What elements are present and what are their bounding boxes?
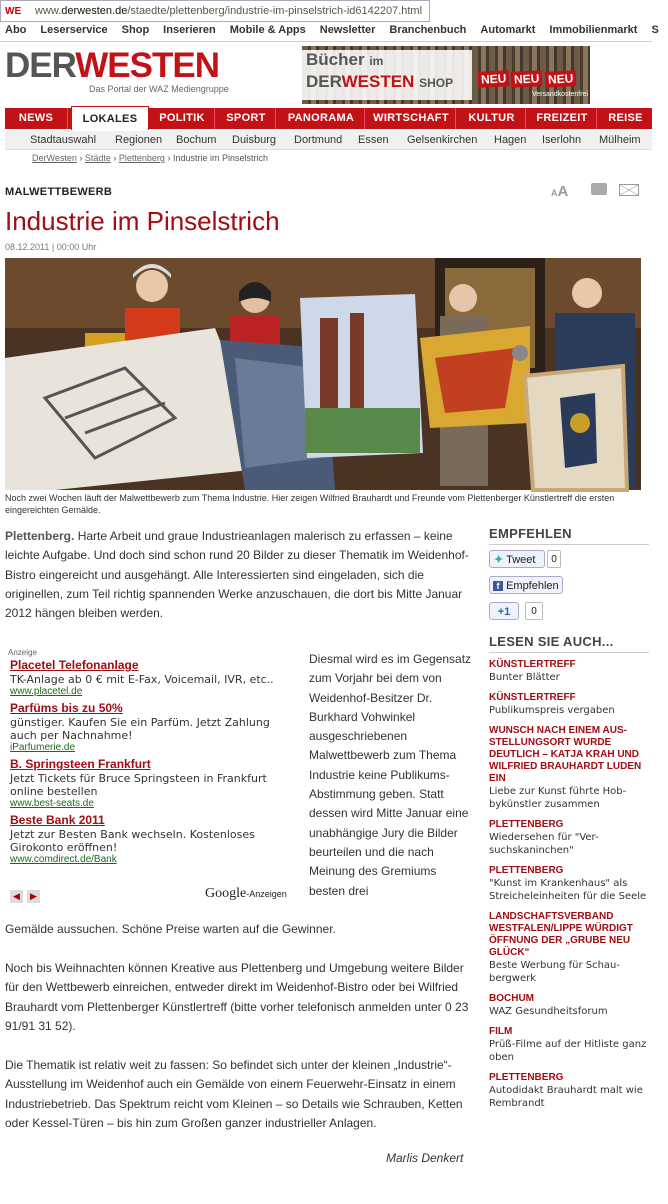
address-bar[interactable] xyxy=(0,0,430,22)
article-tools xyxy=(551,181,647,199)
twitter-bird-icon: ✦ xyxy=(494,554,504,566)
city-stadtauswahl[interactable]: Stadtauswahl xyxy=(30,134,97,146)
related-list xyxy=(489,659,649,1110)
recommend-section xyxy=(489,526,649,545)
facebook-share xyxy=(489,576,563,594)
related-kicker[interactable]: PLETTENBERG xyxy=(489,1072,564,1083)
lead-text: Harte Arbeit und graue Industrieanlagen malerisch zu erfassen – keine leichte Aufgabe. Und doch sind schon rund 20 Bilder zu dieser Thematik im Weidenhof-Bistro eingereicht und ausgehängt. Alle Interessierten sind eingeladen, sich die originellen, zum Teil richtig spannenden Werke anzuschauen, die dort bis Mitte Januar 2012 hängen bleiben werden. xyxy=(5,529,469,621)
ad-prev-icon[interactable]: ◀ xyxy=(10,890,23,903)
ad-headline[interactable]: B. Springsteen Frankfurt xyxy=(10,757,151,771)
service-link-immobilienmarkt[interactable]: Immobilienmarkt xyxy=(549,24,638,36)
plus-one-button[interactable]: +1 xyxy=(489,602,519,620)
related-kicker[interactable]: LANDSCHAFTSVERBAND WESTFALEN/LIPPE WÜRDIGT ÖFFNUNG DER „GRUBE NEU GLÜCK“ xyxy=(489,911,633,958)
site-logo[interactable] xyxy=(5,48,229,94)
service-link-branchenbuch[interactable]: Branchenbuch xyxy=(389,24,467,36)
article-title: Industrie im Pinselstrich xyxy=(5,206,280,236)
city-duisburg[interactable]: Duisburg xyxy=(232,134,277,146)
service-link-newsletter[interactable]: Newsletter xyxy=(319,24,376,36)
ad-link[interactable]: www.comdirect.de/Bank xyxy=(10,854,117,865)
service-link-automarkt[interactable]: Automarkt xyxy=(480,24,536,36)
article-column-text: Diesmal wird es im Gegensatz zum Vorjahr bei dem von Weidenhof-Besitzer Dr. Burkhard Vohwinkel ausgeschriebenen Malwettbewerb zum Thema Industrie keine Publikums-Abstimmung geben. Statt dessen wird Mitte Januar eine unabhängige Jury die Bilder beurteilen und die nach Meinung des Gremiums besten drei xyxy=(309,652,472,898)
site-favicon-icon: WE xyxy=(5,5,27,18)
breadcrumb-plettenberg[interactable]: Plettenberg xyxy=(118,153,165,163)
article-date: 08.12.2011 | 00:00 Uhr xyxy=(5,242,97,252)
ad-body: Jetzt Tickets für Bruce Springsteen in Frankfurt online bestellen xyxy=(10,772,267,798)
related-item[interactable] xyxy=(489,993,649,1018)
related-kicker[interactable]: PLETTENBERG xyxy=(489,819,564,830)
related-headline[interactable]: Prüß-Filme auf der Hitliste ganz oben xyxy=(489,1039,647,1063)
bookshop-banner[interactable] xyxy=(302,46,590,104)
tweet-label: Tweet xyxy=(506,554,536,566)
related-item[interactable] xyxy=(489,725,649,811)
city-regionen[interactable]: Regionen xyxy=(115,134,163,146)
related-item[interactable] xyxy=(489,911,649,985)
article-paragraph-1-end: Gemälde aussuchen. Schöne Preise warten auf die Gewinner. xyxy=(5,922,336,936)
gplus-share xyxy=(489,602,543,620)
google-ads-logo[interactable] xyxy=(205,886,287,902)
tweet-button[interactable] xyxy=(489,550,545,568)
ad-headline[interactable]: Beste Bank 2011 xyxy=(10,813,105,827)
nav-sport[interactable]: SPORT xyxy=(217,108,276,129)
related-kicker[interactable]: KÜNSTLERTREFF xyxy=(489,659,576,670)
dateline: Plettenberg. xyxy=(5,529,75,543)
banner-line1-small: im xyxy=(369,54,384,68)
google-ads-box xyxy=(5,648,299,900)
service-link-mobile[interactable]: Mobile & Apps xyxy=(229,24,306,36)
article-photo[interactable] xyxy=(5,258,641,490)
related-headline[interactable]: Bunter Blätter xyxy=(489,672,560,683)
banner-line1: Bücher xyxy=(306,50,365,69)
related-kicker[interactable]: FILM xyxy=(489,1026,513,1037)
related-item[interactable] xyxy=(489,1072,649,1110)
header-divider xyxy=(0,41,652,42)
article-kicker: MALWETTBEWERB xyxy=(5,186,113,198)
twitter-share xyxy=(489,550,561,568)
logo-der: DER xyxy=(5,46,76,85)
photo-caption: Noch zwei Wochen läuft der Malwettbewerb zum Thema Industrie. Hier zeigen Wilfried Brauhardt und Freunde vom Plettenberger Künstlertreff die ersten eingereichten Gemälde. xyxy=(5,493,615,515)
city-iserlohn[interactable]: Iserlohn xyxy=(542,134,582,146)
banner-westen: WESTEN xyxy=(341,72,415,91)
breadcrumb: DerWesten › Städte › Plettenberg › Industrie im Pinselstrich xyxy=(32,153,268,163)
related-kicker[interactable]: WUNSCH NACH EINEM AUS-STELLUNGSORT WURDE DEUTLICH – KATJA KRAH UND WILFRIED BRAUHARDT LUDEN EIN xyxy=(489,725,642,784)
related-item[interactable] xyxy=(489,865,649,903)
service-link-overflow[interactable]: S xyxy=(651,24,659,36)
service-link-leserservice[interactable]: Leserservice xyxy=(40,24,108,36)
breadcrumb-staedte[interactable]: Städte xyxy=(84,153,111,163)
ad-pager xyxy=(10,886,44,904)
banner-text-panel xyxy=(302,50,472,100)
nav-lokales[interactable]: LOKALES xyxy=(71,106,149,130)
city-hagen[interactable]: Hagen xyxy=(494,134,527,146)
nav-reise[interactable]: REISE xyxy=(608,112,643,124)
nav-news[interactable]: NEWS xyxy=(5,108,68,129)
article-paragraph-2: Noch bis Weihnachten können Kreative aus Plettenberg und Umgebung weitere Bilder für den Wettbewerb einreichen, entweder direkt im Weidenhof-Bistro oder bei Wilfried Brauhardt vom Plettenberger Künstlertreff (bitte vorher telefonisch anmelden unter 0 23 91/91 31 52). xyxy=(5,961,469,1033)
new-tag: NEU xyxy=(478,70,510,88)
logo-tagline: Das Portal der WAZ Mediengruppe xyxy=(89,84,229,94)
city-gelsenkirchen[interactable]: Gelsenkirchen xyxy=(407,134,478,146)
banner-der: DER xyxy=(306,72,342,91)
nav-kultur[interactable]: KULTUR xyxy=(458,108,526,129)
related-kicker[interactable]: BOCHUM xyxy=(489,993,534,1004)
nav-politik[interactable]: POLITIK xyxy=(150,108,215,129)
facebook-like-button[interactable] xyxy=(489,576,563,594)
plus-one-count: 0 xyxy=(525,602,543,620)
city-bochum[interactable]: Bochum xyxy=(176,134,217,146)
ad-next-icon[interactable]: ▶ xyxy=(27,890,40,903)
city-dortmund[interactable]: Dortmund xyxy=(294,134,343,146)
ad-item[interactable] xyxy=(10,756,299,810)
related-item[interactable] xyxy=(489,692,649,717)
ad-body: TK-Anlage ab 0 € mit E-Fax, Voicemail, IVR, etc.. xyxy=(10,673,274,686)
service-link-inserieren[interactable]: Inserieren xyxy=(163,24,216,36)
new-tag: NEU xyxy=(544,70,576,88)
recommend-title: EMPFEHLEN xyxy=(489,526,649,545)
article-author: Marlis Denkert xyxy=(386,1151,464,1165)
city-nav xyxy=(5,131,652,150)
ad-item[interactable] xyxy=(10,812,299,866)
ad-headline[interactable]: Parfüms bis zu 50% xyxy=(10,701,123,715)
related-kicker[interactable]: KÜNSTLERTREFF xyxy=(489,692,576,703)
nav-panorama[interactable]: PANORAMA xyxy=(278,108,365,129)
related-headline[interactable]: Wiedersehen für "Ver-suchskaninchen" xyxy=(489,832,599,856)
google-ads-suffix: -Anzeigen xyxy=(246,889,287,899)
logo-westen: WESTEN xyxy=(75,46,219,85)
banner-new-tags xyxy=(478,70,578,88)
city-essen[interactable]: Essen xyxy=(358,134,389,146)
article-paragraph-3: Die Thematik ist relativ weit zu fassen: So befindet sich unter der kleinen „Industrie“-Ausstellung im Weidenhof auch ein Gemälde von einem Feuerwehr-Einsatz in einem Industriebetrieb. Das Spektrum reicht vom Kleinen – so Details wie Schrauben, Ketten oder Kessel-Türen – bis hin zum Großen ganzer industrieller Anlagen. xyxy=(5,1058,463,1130)
ad-body: Jetzt zur Besten Bank wechseln. Kostenloses Girokonto eröffnen! xyxy=(10,828,255,854)
main-nav xyxy=(5,108,652,129)
related-headline[interactable]: Beste Werbung für Schau-bergwerk xyxy=(489,960,620,984)
city-muelheim[interactable]: Mülheim xyxy=(599,134,641,146)
related-item[interactable] xyxy=(489,1026,649,1064)
nav-wirtschaft[interactable]: WIRTSCHAFT xyxy=(367,108,456,129)
photo-illustration xyxy=(5,258,641,490)
related-headline[interactable]: WAZ Gesundheitsforum xyxy=(489,1006,608,1017)
service-nav xyxy=(0,24,659,40)
ad-body: günstiger. Kaufen Sie ein Parfüm. Jetzt Zahlung auch per Nachnahme! xyxy=(10,716,270,742)
breadcrumb-derwesten[interactable]: DerWesten xyxy=(32,153,77,163)
service-link-abo[interactable]: Abo xyxy=(5,24,27,36)
related-headline[interactable]: Publikumspreis vergaben xyxy=(489,705,615,716)
tweet-count: 0 xyxy=(547,550,561,568)
related-item[interactable] xyxy=(489,819,649,857)
facebook-like-label: Empfehlen xyxy=(506,580,559,592)
mail-icon[interactable] xyxy=(619,184,639,196)
related-kicker[interactable]: PLETTENBERG xyxy=(489,865,564,876)
related-item[interactable] xyxy=(489,659,649,684)
ad-link[interactable]: www.best-seats.de xyxy=(10,798,94,809)
ad-label: Anzeige xyxy=(8,648,37,657)
ad-item[interactable] xyxy=(10,657,299,698)
ad-link[interactable]: iParfumerie.de xyxy=(10,742,76,753)
google-wordmark: Google xyxy=(205,886,247,901)
related-section xyxy=(489,634,649,1118)
breadcrumb-current: Industrie im Pinselstrich xyxy=(172,153,268,163)
banner-subline: Versandkostenfrei xyxy=(532,91,589,98)
ad-headline[interactable]: Placetel Telefonanlage xyxy=(10,658,139,672)
ad-item[interactable] xyxy=(10,700,299,754)
service-link-shop[interactable]: Shop xyxy=(121,24,150,36)
related-headline[interactable]: Autodidakt Brauhardt malt wie Rembrandt xyxy=(489,1085,643,1109)
url-text[interactable]: www.derwesten.de/staedte/plettenberg/industrie-im-pinselstrich-id6142207.html xyxy=(35,5,423,17)
new-tag: NEU xyxy=(511,70,543,88)
facebook-icon: f xyxy=(493,581,503,591)
font-smaller-icon[interactable]: A xyxy=(551,188,558,198)
print-icon[interactable] xyxy=(591,183,607,195)
related-headline[interactable]: Liebe zur Kunst führte Hob-bykünstler zusammen xyxy=(489,786,627,810)
font-larger-icon[interactable]: A xyxy=(557,183,569,200)
banner-shop: SHOP xyxy=(419,76,454,90)
ad-link[interactable]: www.placetel.de xyxy=(10,686,83,697)
article-lead xyxy=(5,527,480,623)
related-title: LESEN SIE AUCH... xyxy=(489,634,649,653)
font-size-toggle[interactable] xyxy=(551,183,568,201)
nav-freizeit[interactable]: FREIZEIT xyxy=(528,108,597,129)
related-headline[interactable]: "Kunst im Krankenhaus" als Streicheleinheiten für die Seele xyxy=(489,878,647,902)
